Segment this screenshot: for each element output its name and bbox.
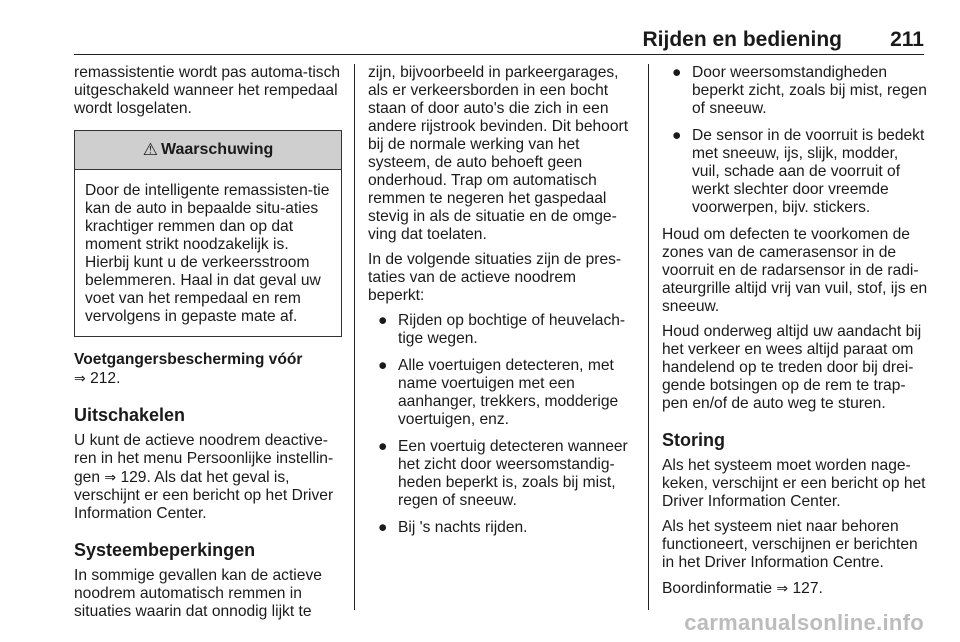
list-item: ● Bij 's nachts rijden. — [378, 519, 528, 536]
bullet-icon: ● — [672, 127, 682, 144]
intro-paragraph: remassistentie wordt pas automa-tisch uitgeschakeld wanneer het rempedaal wordt losgelaten. — [74, 64, 341, 117]
column-3 — [662, 64, 928, 605]
subheading-pedestrian: Voetgangersbescherming vóór — [74, 351, 303, 368]
paragraph: Houd om defecten te voorkomen de zones van de camerasensor in de voorruit en de radarsensor in de radi-ateurgrille altijd vrij van vuil, stof, ijs en sneeuw. — [662, 226, 928, 315]
warning-header — [75, 131, 341, 170]
paragraph: Houd onderweg altijd uw aandacht bij het verkeer en wees altijd paraat om handelend op te treden door bij drei-gende botsingen op de rem te trap-pen en/of de auto weg te sturen. — [662, 323, 922, 412]
paragraph-uitschakelen: U kunt de actieve noodrem deactive-ren in het menu Persoonlijke instellin-gen ⇒ 129. Als dat het geval is, verschijnt er een bericht op het Driver Information Center. — [74, 432, 334, 522]
bullet-icon: ● — [672, 64, 682, 81]
column-divider — [648, 64, 649, 610]
bullet-list — [662, 64, 928, 217]
heading-uitschakelen: Uitschakelen — [74, 405, 186, 425]
paragraph: Als het systeem moet worden nage-keken, verschijnt er een bericht op het Driver Information Center. — [662, 457, 926, 510]
section-title: Rijden en bediening — [642, 28, 842, 51]
bullet-icon: ● — [378, 357, 388, 374]
paragraph: In de volgende situaties zijn de pres-taties van de actieve noodrem beperkt: — [368, 251, 622, 304]
bullet-icon: ● — [378, 438, 388, 455]
list-item: ● De sensor in de voorruit is bedekt met sneeuw, ijs, slijk, modder, vuil, schade aan de voorruit of werkt slechter door vreemde voorwerpen, bijv. stickers. — [672, 127, 925, 216]
paragraph: Boordinformatie ⇒ 127. — [662, 580, 823, 597]
page-header — [74, 28, 924, 55]
list-item: ● Een voertuig detecteren wanneer het zicht door weersomstandig-heden beperkt is, zoals bij mist, regen of sneeuw. — [378, 438, 628, 509]
cross-reference[interactable]: 127. — [792, 580, 823, 597]
column-2 — [368, 64, 634, 546]
column-1 — [74, 64, 342, 628]
paragraph: Als het systeem niet naar behoren functioneert, verschijnen er berichten in het Driver Information Centre. — [662, 518, 918, 571]
bullet-icon: ● — [378, 312, 388, 329]
list-item: ● Alle voertuigen detecteren, met name voertuigen met een aanhanger, trekkers, modderige voertuigen, enz. — [378, 357, 619, 428]
watermark: carmanualsonline.info — [684, 610, 924, 635]
warning-box — [74, 130, 342, 337]
list-item: ● Rijden op bochtige of heuvelach-tige wegen. — [378, 312, 626, 347]
bullet-icon: ● — [378, 519, 388, 536]
bullet-list — [368, 312, 634, 537]
column-divider — [354, 64, 355, 610]
cross-reference[interactable]: ⇒ 212. — [74, 370, 121, 387]
warning-body: Door de intelligente remassisten-tie kan de auto in bepaalde situ-aties krachtiger remmen dan op dat moment strikt noodzakelijk is. Hierbij kunt u de verkeersstroom belemmeren. Haal in dat geval uw voet van het rempedaal en rem vervolgens in gepaste mate af. — [85, 182, 330, 325]
heading-systeembeperkingen: Systeembeperkingen — [74, 540, 256, 560]
arrow-ref-icon: ⇒ — [776, 580, 789, 596]
warning-title: Waarschuwing — [160, 141, 274, 158]
cross-reference[interactable]: 129. — [120, 469, 151, 486]
paragraph-systeembeperkingen: In sommige gevallen kan de actieve noodrem automatisch remmen in situaties waarin dat onnodig lijkt te — [74, 567, 322, 620]
heading-storing: Storing — [662, 430, 725, 450]
list-item: ● Door weersomstandigheden beperkt zicht, zoals bij mist, regen of sneeuw. — [672, 64, 927, 117]
arrow-ref-icon: ⇒ — [104, 469, 117, 485]
paragraph: zijn, bijvoorbeeld in parkeergarages, als er verkeersborden in een bocht staan of door auto's die zich in een andere rijstrook bevinden. Dit behoort bij de normale werking van het systeem, de auto behoeft geen onderhoud. Trap om automatisch remmen te negeren het gaspedaal stevig in als de situatie en de omge-ving dat toelaten. — [368, 64, 629, 243]
warning-triangle-icon: ⚠ — [142, 140, 158, 159]
page-number: 211 — [890, 28, 924, 51]
arrow-ref-icon: ⇒ — [74, 370, 86, 386]
